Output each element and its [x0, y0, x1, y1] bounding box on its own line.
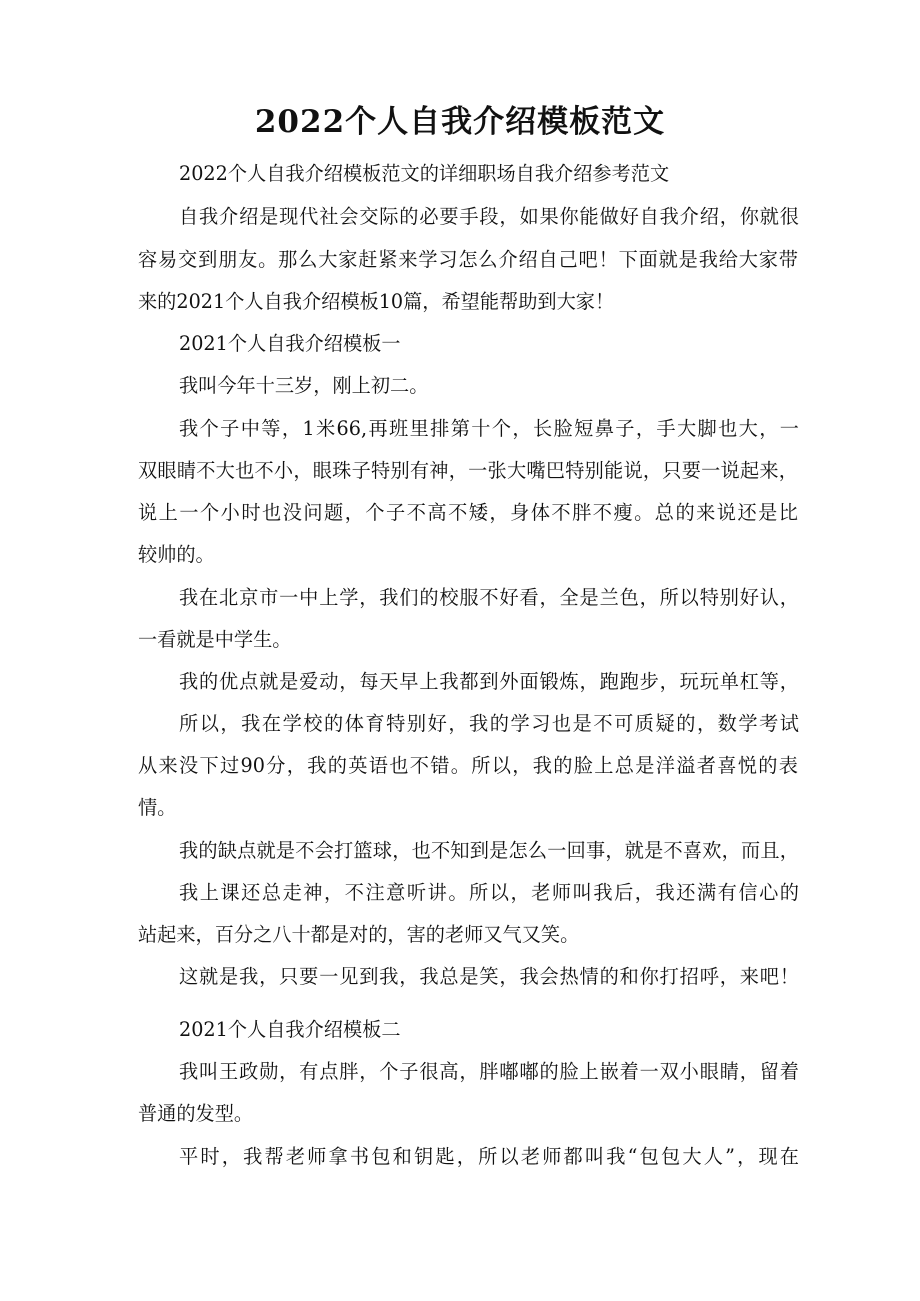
section-heading: 2021个人自我介绍模板二	[179, 1018, 401, 1041]
paragraph-line: 我在北京市一中上学，我们的校服不好看，全是兰色，所以特别好认，	[179, 586, 799, 609]
paragraph-line: 平时，我帮老师拿书包和钥匙，所以老师都叫我“包包大人”，现在	[179, 1145, 799, 1168]
paragraph-line: 站起来，百分之八十都是对的，害的老师又气又笑。	[138, 923, 580, 946]
paragraph-line: 我叫王政勋，有点胖，个子很高，胖嘟嘟的脸上嵌着一双小眼睛，留着	[179, 1060, 799, 1083]
paragraph-line: 较帅的。	[138, 543, 215, 566]
paragraph-line: 我的优点就是爱动，每天早上我都到外面锻炼，跑跑步，玩玩单杠等，	[179, 670, 799, 693]
paragraph-line: 我叫今年十三岁，刚上初二。	[179, 374, 429, 397]
paragraph-line: 普通的发型。	[138, 1102, 254, 1125]
paragraph-line: 容易交到朋友。那么大家赶紧来学习怎么介绍自己吧！下面就是我给大家带	[138, 248, 798, 271]
paragraph-line: 来的2021个人自我介绍模板10篇，希望能帮助到大家！	[138, 290, 615, 313]
document-title: 2022个人自我介绍模板范文	[254, 104, 666, 140]
paragraph-line: 所以，我在学校的体育特别好，我的学习也是不可质疑的，数学考试	[179, 712, 799, 735]
subtitle-line: 2022个人自我介绍模板范文的详细职场自我介绍参考范文	[179, 162, 670, 185]
paragraph-line: 我的缺点就是不会打篮球，也不知到是怎么一回事，就是不喜欢，而且，	[179, 839, 799, 862]
paragraph-line: 一看就是中学生。	[138, 628, 292, 651]
section-heading: 2021个人自我介绍模板一	[179, 332, 401, 355]
paragraph-line: 这就是我，只要一见到我，我总是笑，我会热情的和你打招呼，来吧！	[179, 965, 799, 988]
paragraph-line: 情。	[138, 796, 177, 819]
paragraph-line: 我上课还总走神，不注意听讲。所以，老师叫我后，我还满有信心的	[179, 881, 799, 904]
paragraph-line: 说上一个小时也没问题，个子不高不矮，身体不胖不瘦。总的来说还是比	[138, 501, 798, 524]
paragraph-line: 自我介绍是现代社会交际的必要手段，如果你能做好自我介绍，你就很	[179, 205, 799, 228]
paragraph-line: 双眼睛不大也不小，眼珠子特别有神，一张大嘴巴特别能说，只要一说起来，	[138, 459, 798, 482]
paragraph-line: 我个子中等，1米66,再班里排第十个，长脸短鼻子，手大脚也大，一	[179, 417, 799, 440]
paragraph-line: 从来没下过90分，我的英语也不错。所以，我的脸上总是洋溢者喜悦的表	[138, 754, 798, 777]
